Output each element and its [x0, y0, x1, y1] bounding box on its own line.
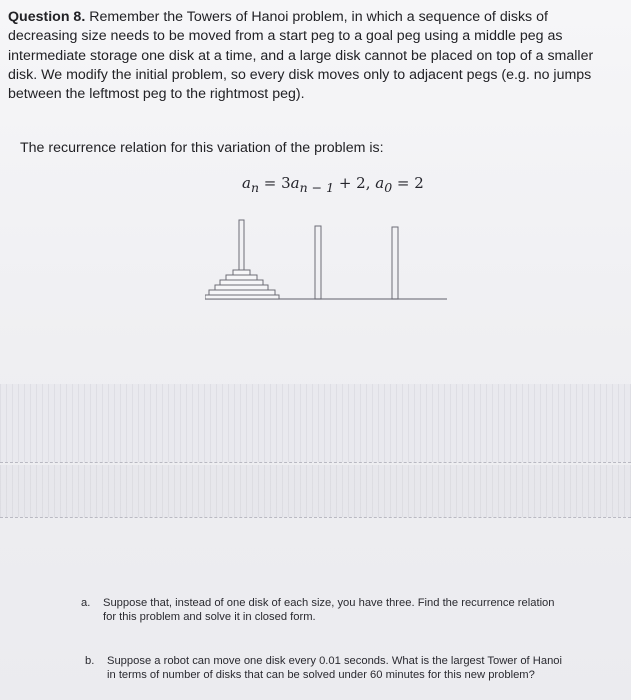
formula-lhs: a — [242, 174, 251, 192]
divider — [0, 517, 631, 518]
formula-init: a — [375, 174, 385, 192]
part-b-marker: b. — [85, 655, 95, 667]
scan-band — [0, 384, 631, 462]
disk-1 — [233, 270, 250, 275]
disk-4 — [215, 285, 268, 290]
part-a-marker: a. — [81, 597, 91, 609]
disk-3 — [220, 280, 263, 285]
peg-middle — [315, 226, 321, 299]
formula-lhs-sub: n — [250, 180, 260, 195]
question-text — [8, 8, 620, 104]
formula-rest: + 2, — [334, 174, 376, 192]
part-b-text: Suppose a robot can move one disk every 0.01 seconds. What is the largest Tower of Hanoi in terms of number of disks that can be solved under 60 minutes for this new problem? — [107, 655, 563, 681]
disk-5 — [209, 290, 275, 295]
formula-term: a — [290, 174, 300, 192]
disk-2 — [226, 275, 257, 280]
disk-6 — [205, 295, 279, 299]
part-a — [81, 596, 563, 624]
peg-left — [239, 220, 244, 273]
formula-term-sub: n − 1 — [299, 180, 335, 195]
formula-init-val: = 2 — [392, 174, 424, 192]
formula-init-sub: 0 — [384, 180, 393, 195]
scan-band — [0, 465, 631, 517]
formula-eq: = 3 — [259, 174, 291, 192]
recurrence-formula — [242, 174, 424, 195]
question-body: Remember the Towers of Hanoi problem, in which a sequence of disks of decreasing size needs to be moved from a start peg to a goal peg using a middle peg as intermediate storage one disk at a time, and a large disk cannot be placed on top of a smaller disk. We modify the initial problem, so every disk moves only to adjacent pegs (e.g. no jumps between the leftmost peg to the rightmost peg). — [8, 9, 594, 103]
part-b — [85, 654, 567, 682]
peg-right — [392, 227, 398, 299]
part-a-text: Suppose that, instead of one disk of each size, you have three. Find the recurrence relation for this problem and solve it in closed form. — [103, 597, 555, 623]
divider — [0, 462, 631, 463]
towers-of-hanoi-figure — [205, 210, 450, 305]
recurrence-intro: The recurrence relation for this variation of the problem is: — [20, 140, 384, 156]
question-number: Question 8. — [8, 9, 86, 25]
